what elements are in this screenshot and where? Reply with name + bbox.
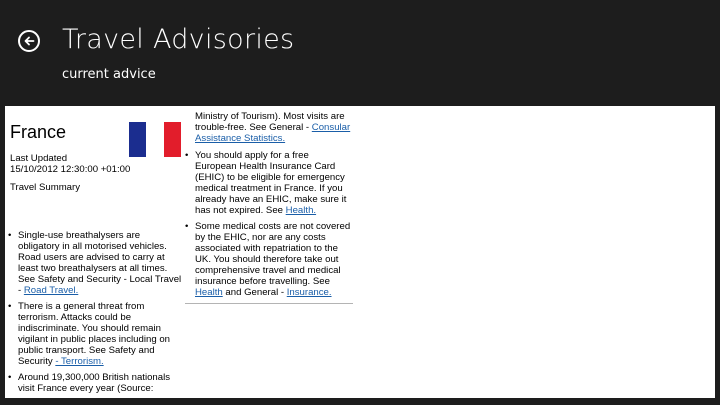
advisory-list [8,230,182,398]
advisory-list-continued [185,150,353,298]
advisory-column-1 [8,106,184,398]
app-header [0,0,720,106]
france-flag-icon [129,122,181,157]
health-link[interactable]: Health. [285,205,317,216]
back-button[interactable] [18,30,40,52]
flag-stripe-white [146,122,163,157]
country-name: France [10,122,67,142]
list-item: • You should apply for a free European Health Insurance Card (EHIC) to be eligible for emergency medical treatment in France. If you already have an EHIC, make sure it has not expired. See Health. [185,150,353,216]
travel-summary-label: Travel Summary [10,182,81,193]
flag-stripe-red [164,122,181,157]
continued-text: Ministry of Tourism). Most visits are trouble-free. See General - Consular Assistance Statistics. [195,111,351,144]
list-item: • Around 19,300,000 British nationals visit France every year (Source: [8,372,182,394]
last-updated-label: Last Updated [10,153,68,164]
page-title: Travel Advisories [62,24,295,55]
last-updated [10,153,180,175]
list-item: • Single-use breathalysers are obligatory in all motorised vehicles. Road users are advised to carry at least two breathalysers at all times. See Safety and Security - Local Travel - Road Travel. [8,230,182,296]
back-arrow-icon [23,35,35,47]
advisory-panel[interactable] [5,106,715,398]
list-item: • There is a general threat from terrorism. Attacks could be indiscriminate. You should remain vigilant in public places including on public transport. See Safety and Security - Terrorism. [8,301,182,367]
flag-stripe-blue [129,122,146,157]
consular-statistics-link[interactable]: Consular Assistance Statistics. [195,122,351,144]
list-item: • Some medical costs are not covered by the EHIC, nor are any costs associated with repatriation to the UK. You should therefore take out comprehensive travel and medical insurance before travelling. See Health and General - Insurance. [185,221,353,298]
section-divider [185,303,353,304]
page-subtitle: current advice [62,67,156,82]
terrorism-link[interactable]: - Terrorism. [55,356,104,367]
road-travel-link[interactable]: Road Travel. [23,285,79,296]
health-link-2[interactable]: Health [195,287,223,298]
insurance-link[interactable]: Insurance. [286,287,332,298]
last-updated-value: 15/10/2012 12:30:00 +01:00 [10,164,131,175]
advisory-column-2 [185,106,355,398]
